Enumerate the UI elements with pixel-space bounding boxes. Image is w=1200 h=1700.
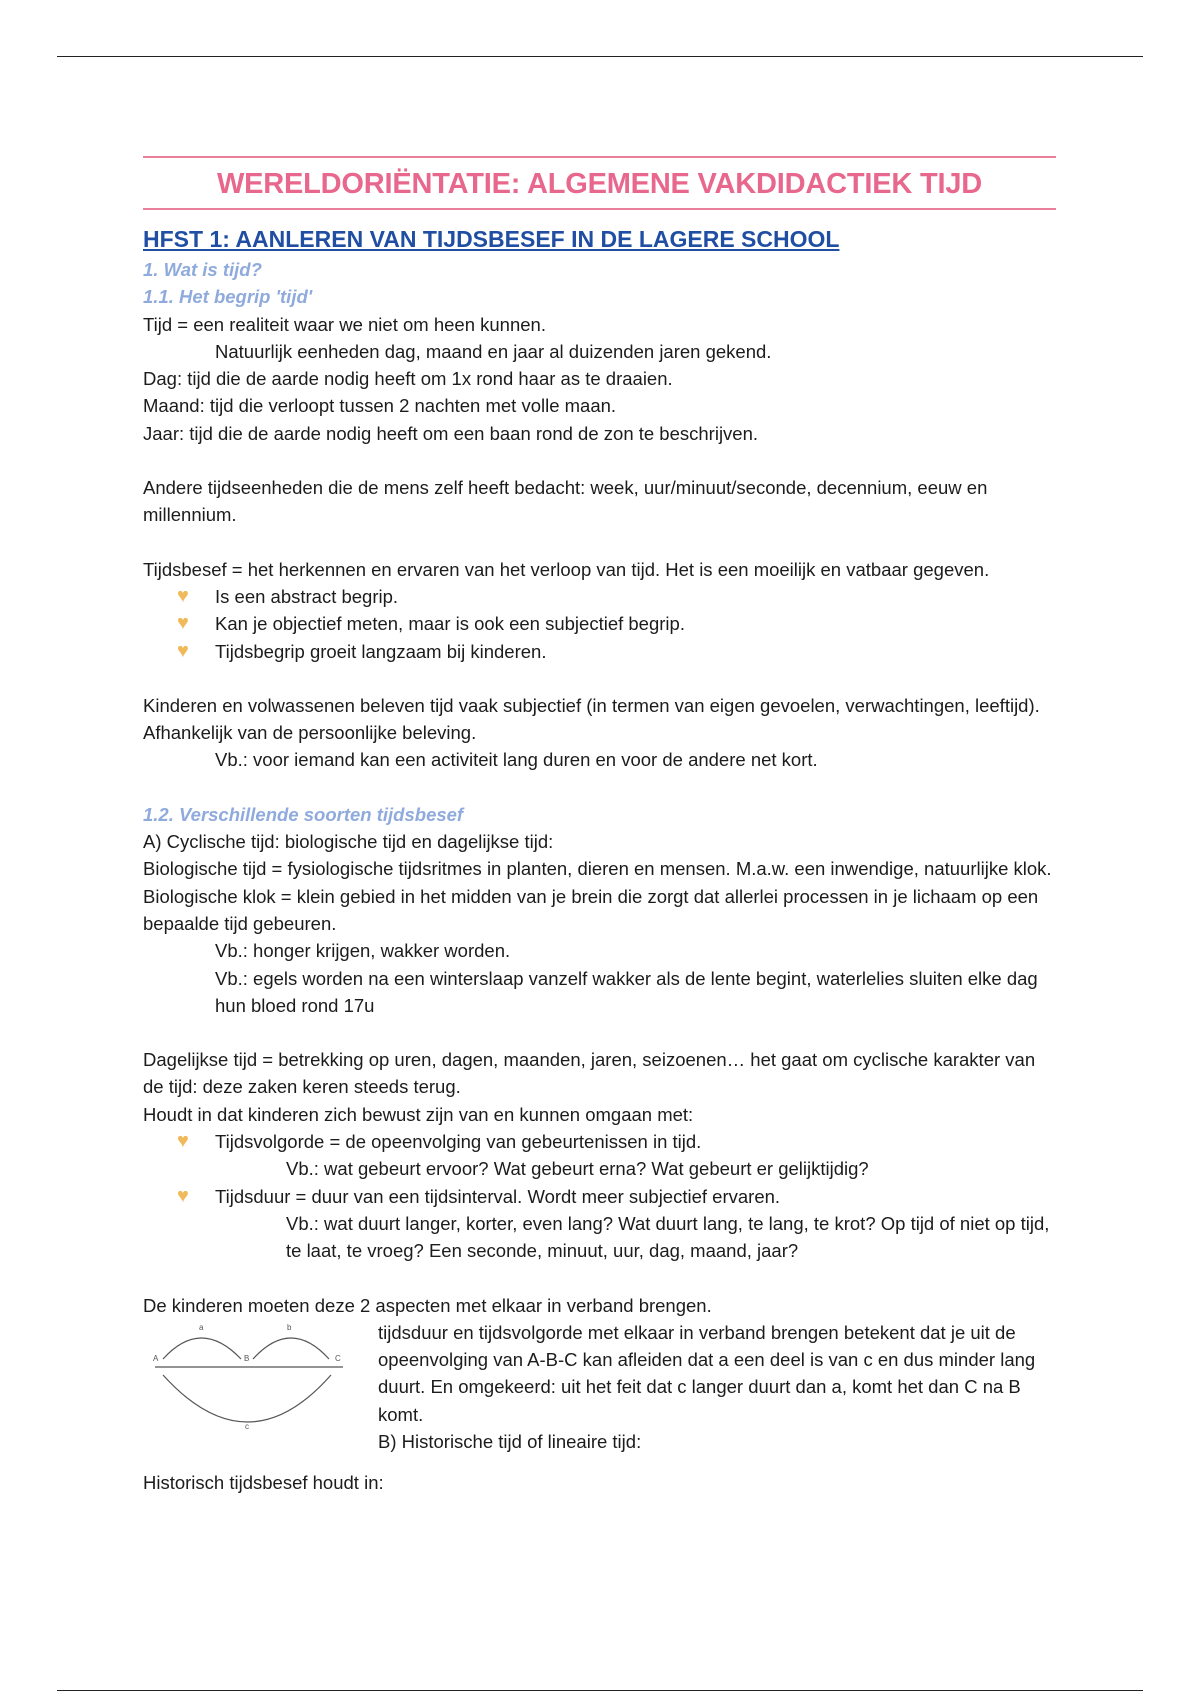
label-a: a xyxy=(199,1322,204,1332)
paragraph: Kinderen en volwassenen beleven tijd vaak subjectief (in termen van eigen gevoelen, verwachtingen, leeftijd). Afhankelijk van de persoonlijke beleving. xyxy=(143,694,1040,744)
label-b: b xyxy=(287,1322,292,1332)
time-arc-diagram xyxy=(143,1319,378,1469)
section-heading-1: 1. Wat is tijd? xyxy=(143,259,262,280)
section-heading-1-2: 1.2. Verschillende soorten tijdsbesef xyxy=(143,803,464,825)
paragraph: Tijdsbesef = het herkennen en ervaren van het verloop van tijd. Het is een moeilijk en vatbaar gegeven. xyxy=(143,558,990,580)
heart-icon: ♥ xyxy=(177,612,189,635)
heart-icon: ♥ xyxy=(177,1130,189,1153)
arc-b xyxy=(253,1338,329,1359)
paragraph: A) Cyclische tijd: biologische tijd en dagelijkse tijd: xyxy=(143,831,554,853)
list-item: ♥ Tijdsvolgorde = de opeenvolging van gebeurtenissen in tijd. xyxy=(143,1128,1056,1155)
document-title: WERELDORIËNTATIE: ALGEMENE VAKDIDACTIEK TIJD xyxy=(216,168,983,200)
section-heading-1-1: 1.1. Het begrip 'tijd' xyxy=(143,286,313,308)
paragraph: Tijd = een realiteit waar we niet om heen kunnen. xyxy=(143,313,546,335)
paragraph: Dagelijkse tijd = betrekking op uren, dagen, maanden, jaren, seizoenen… het gaat om cyclische karakter van de tijd: deze zaken keren steeds terug. xyxy=(143,1049,1036,1098)
header-rule xyxy=(57,56,1143,57)
label-A: A xyxy=(153,1353,159,1363)
paragraph-indented: Vb.: egels worden na een winterslaap vanzelf wakker als de lente begint, waterlelies sluiten elke dag hun bloed rond 17u xyxy=(215,967,1038,1016)
paragraph: Biologische klok = klein gebied in het midden van je brein die zorgt dat allerlei processen in je lichaam op een bepaalde tijd gebeuren. xyxy=(143,885,1039,934)
figure-row xyxy=(143,1319,1056,1469)
arc-c xyxy=(163,1375,331,1422)
figure-caption xyxy=(378,1319,1056,1455)
paragraph: Houdt in dat kinderen zich bewust zijn van en kunnen omgaan met: xyxy=(143,1103,694,1125)
title-box xyxy=(143,156,1056,210)
heart-icon: ♥ xyxy=(177,1184,189,1207)
label-B: B xyxy=(244,1353,250,1363)
list-item: ♥ Tijdsbegrip groeit langzaam bij kinderen. xyxy=(143,638,1056,665)
paragraph-indented: Vb.: wat duurt langer, korter, even lang? Wat duurt lang, te lang, te krot? Op tijd of niet op tijd, te laat, te vroeg? Een seconde, minuut, uur, dag, maand, jaar? xyxy=(286,1212,1050,1262)
paragraph: Biologische tijd = fysiologische tijdsritmes in planten, dieren en mensen. M.a.w. een inwendige, natuurlijke klok. xyxy=(143,858,1052,880)
heart-icon: ♥ xyxy=(177,639,189,662)
list-item: ♥ Is een abstract begrip. xyxy=(143,583,1056,610)
paragraph: Dag: tijd die de aarde nodig heeft om 1x rond haar as te draaien. xyxy=(143,368,673,390)
label-C: C xyxy=(335,1353,341,1363)
paragraph: Andere tijdseenheden die de mens zelf heeft bedacht: week, uur/minuut/seconde, decennium, eeuw en millennium. xyxy=(143,477,988,526)
paragraph-indented: Natuurlijk eenheden dag, maand en jaar al duizenden jaren gekend. xyxy=(215,340,772,362)
label-c: c xyxy=(245,1421,249,1431)
paragraph-indented: Vb.: honger krijgen, wakker worden. xyxy=(215,940,511,962)
heart-icon: ♥ xyxy=(177,584,189,607)
paragraph: tijdsduur en tijdsvolgorde met elkaar in verband brengen betekent dat je uit de opeenvolging van A-B-C kan afleiden dat a een deel is van c en dus minder lang duurt. En omgekeerd: uit het feit dat c langer duurt dan a, komt het dan C na B komt. xyxy=(378,1321,1036,1425)
paragraph: Maand: tijd die verloopt tussen 2 nachten met volle maan. xyxy=(143,395,617,417)
paragraph-indented: Vb.: voor iemand kan een activiteit lang duren en voor de andere net kort. xyxy=(215,749,818,771)
paragraph: De kinderen moeten deze 2 aspecten met elkaar in verband brengen. xyxy=(143,1294,712,1316)
chapter-heading: HFST 1: AANLEREN VAN TIJDSBESEF IN DE LAGERE SCHOOL xyxy=(143,226,840,252)
paragraph: Jaar: tijd die de aarde nodig heeft om een baan rond de zon te beschrijven. xyxy=(143,422,759,444)
document-page xyxy=(143,156,1056,1496)
arc-a xyxy=(163,1338,241,1359)
list-item: ♥ Tijdsduur = duur van een tijdsinterval. Wordt meer subjectief ervaren. xyxy=(143,1183,1056,1210)
paragraph: B) Historische tijd of lineaire tijd: xyxy=(378,1430,642,1452)
list-item: ♥ Kan je objectief meten, maar is ook een subjectief begrip. xyxy=(143,610,1056,637)
paragraph: Historisch tijdsbesef houdt in: xyxy=(143,1471,384,1493)
footer-rule xyxy=(57,1690,1143,1691)
paragraph-indented: Vb.: wat gebeurt ervoor? Wat gebeurt erna? Wat gebeurt er gelijktijdig? xyxy=(286,1158,869,1180)
